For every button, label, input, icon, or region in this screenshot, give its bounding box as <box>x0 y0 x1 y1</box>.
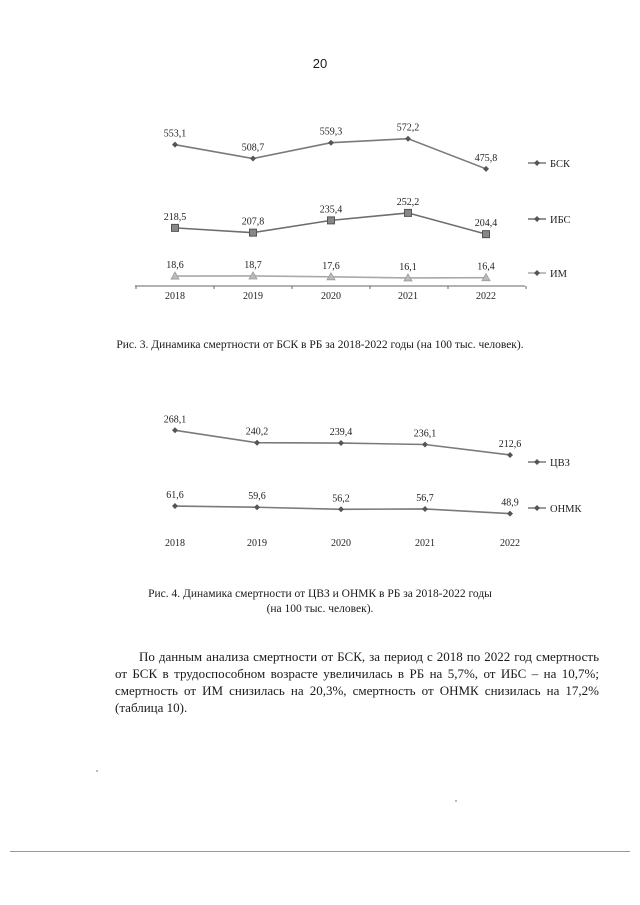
legend-label-бск: БСК <box>550 159 570 170</box>
data-label-ибс: 204,4 <box>474 218 498 230</box>
data-point-цвз <box>254 440 260 446</box>
data-label-онмк: 48,9 <box>501 497 519 509</box>
data-point-ибс <box>172 224 179 231</box>
data-label-бск: 508,7 <box>241 142 265 154</box>
data-label-цвз: 212,6 <box>498 438 522 450</box>
data-point-цвз <box>422 442 428 448</box>
data-label-бск: 572,2 <box>396 122 420 134</box>
figure-3-caption: Рис. 3. Динамика смертности от БСК в РБ за 2018-2022 годы (на 100 тыс. человек). <box>116 339 524 351</box>
data-label-бск: 559,3 <box>319 126 343 138</box>
page-number: 20 <box>312 56 328 71</box>
data-point-бск <box>328 140 334 146</box>
data-point-онмк <box>172 503 178 509</box>
data-label-онмк: 56,2 <box>332 493 350 505</box>
legend-label-онмк: ОНМК <box>550 504 582 515</box>
data-label-онмк: 61,6 <box>166 490 184 502</box>
legend-marker-онмк <box>534 505 540 511</box>
body-paragraph <box>115 648 599 716</box>
figure-4-caption <box>0 587 640 617</box>
legend-marker-цвз <box>534 459 540 465</box>
legend-marker-им <box>534 270 540 276</box>
figure-4-caption-line-2: (на 100 тыс. человек). <box>266 603 374 615</box>
data-label-им: 16,1 <box>399 261 417 273</box>
data-label-им: 18,7 <box>244 259 262 271</box>
x-tick-label-2020: 2020 <box>331 538 351 549</box>
legend-label-цвз: ЦВЗ <box>550 458 570 469</box>
data-point-ибс <box>483 231 490 238</box>
data-point-цвз <box>172 427 178 433</box>
data-label-цвз: 268,1 <box>163 414 187 426</box>
data-point-цвз <box>338 440 344 446</box>
x-tick-label-2022: 2022 <box>500 538 520 549</box>
body-paragraph-text: По данным анализа смертности от БСК, за период с 2018 по 2022 год смертность от БСК в трудоспособном возрасте увеличилась в РБ на 5,7%, от ИБС – на 10,7%; смертность от ИМ снизилась на 20,3%, смертность от ОНМК снизилась на 17,2% (таблица 10). <box>115 649 599 715</box>
data-label-онмк: 59,6 <box>248 491 266 503</box>
data-label-цвз: 239,4 <box>329 427 353 439</box>
legend-marker-ибс <box>534 216 540 222</box>
data-label-ибс: 252,2 <box>396 196 420 208</box>
legend-marker-бск <box>534 160 540 166</box>
data-label-им: 17,6 <box>322 260 340 272</box>
x-tick-label-2018: 2018 <box>165 538 185 549</box>
x-tick-label-2019: 2019 <box>243 291 263 302</box>
data-point-онмк <box>338 506 344 512</box>
x-tick-label-2019: 2019 <box>247 538 267 549</box>
data-label-бск: 475,8 <box>474 152 498 164</box>
data-label-ибс: 218,5 <box>163 211 187 223</box>
data-label-цвз: 240,2 <box>245 426 269 438</box>
data-point-ибс <box>328 217 335 224</box>
data-label-ибс: 235,4 <box>319 204 343 216</box>
data-label-цвз: 236,1 <box>413 428 437 440</box>
data-point-онмк <box>422 506 428 512</box>
x-tick-label-2018: 2018 <box>165 291 185 302</box>
figure-3-chart <box>0 120 640 310</box>
data-point-бск <box>250 156 256 162</box>
figure-4-chart <box>0 410 640 560</box>
data-point-онмк <box>254 504 260 510</box>
x-tick-label-2020: 2020 <box>321 291 341 302</box>
legend-label-им: ИМ <box>550 269 567 280</box>
x-tick-label-2021: 2021 <box>415 538 435 549</box>
data-label-онмк: 56,7 <box>416 492 434 504</box>
x-tick-label-2022: 2022 <box>476 291 496 302</box>
data-point-бск <box>405 136 411 142</box>
data-label-бск: 553,1 <box>163 128 187 140</box>
data-point-бск <box>483 166 489 172</box>
data-point-ибс <box>250 229 257 236</box>
data-label-ибс: 207,8 <box>241 216 265 228</box>
footer-divider <box>10 851 630 852</box>
data-label-им: 16,4 <box>477 261 495 273</box>
figure-4-caption-line-1: Рис. 4. Динамика смертности от ЦВЗ и ОНМК в РБ за 2018-2022 годы <box>148 588 492 600</box>
data-point-бск <box>172 142 178 148</box>
x-tick-label-2021: 2021 <box>398 291 418 302</box>
data-point-онмк <box>507 511 513 517</box>
data-point-ибс <box>405 209 412 216</box>
data-label-им: 18,6 <box>166 260 184 272</box>
data-point-цвз <box>507 452 513 458</box>
legend-label-ибс: ИБС <box>550 215 571 226</box>
